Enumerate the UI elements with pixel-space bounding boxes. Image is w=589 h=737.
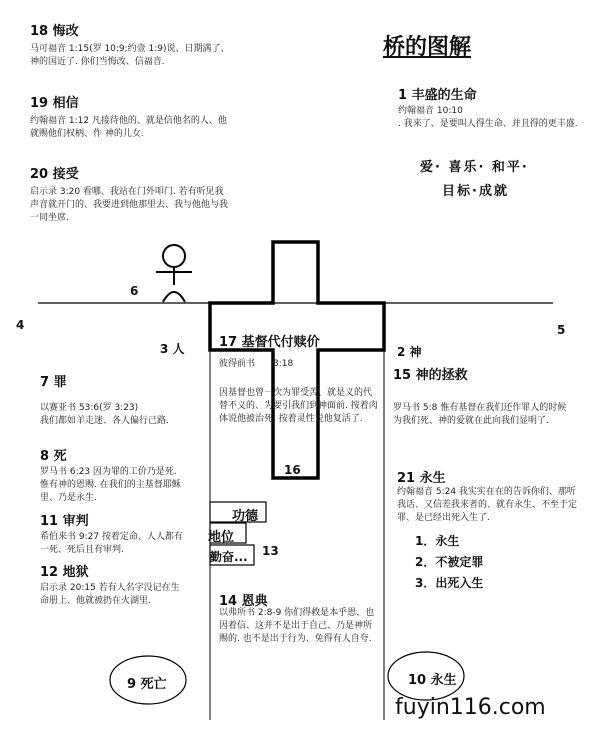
believe-text: 约翰福音 1:12 凡接待他的、就是信他名的人、他就赐他们权柄、作 神的儿女. [30, 116, 227, 139]
marker-6: 6 [130, 284, 139, 298]
benefit-1: 1．永生 [415, 534, 460, 548]
death-oval-label: 9 死亡 [127, 677, 167, 692]
marker-3-man: 3 人 [160, 342, 185, 356]
sin-text: 以赛亚书 53:6(罗 3:23) 我们都如羊走迷、各人偏行己路. [40, 403, 169, 426]
grace-heading: 14 恩典 [219, 594, 268, 609]
benefit-2: 2．不被定罪 [415, 555, 484, 569]
page-title: 桥的图解 [383, 35, 472, 60]
merit-label: 功德 [232, 509, 259, 524]
death-text: 罗马书 6:23 因为罪的工价乃是死. 惟有神的恩赐. 在我们的主基督耶稣里、乃是永生. [40, 467, 181, 503]
ransom-heading: 17 基督代付赎价 [219, 335, 320, 350]
marker-5: 5 [557, 323, 566, 337]
site-watermark: fuyin116.com [395, 695, 546, 720]
status-label: 地位 [208, 530, 235, 545]
sin-block [40, 371, 205, 428]
marker-16: 16 [284, 463, 301, 477]
judgment-text: 希伯来书 9:27 按着定命、人人都有一死、死后且有审判. [40, 532, 183, 555]
eternal-life-text: 约翰福音 5:24 我实实在在的告诉你们、那听我话、又信差我来者的、就有永生、不至于定罪、是已经出死入生了. [397, 487, 578, 523]
marker-13: 13 [262, 544, 279, 558]
repent-heading: 18 悔改 [30, 24, 79, 39]
death-block [40, 445, 185, 505]
abundant-life-text: 约翰福音 10:10 . 我来了、是要叫人得生命、并且得的更丰盛. [398, 106, 578, 129]
virtues-line1: 爱· 喜乐· 和平· [420, 160, 529, 175]
person-icon [156, 245, 192, 302]
ransom-ref: 彼得前书 3:18 [219, 359, 294, 369]
believe-heading: 19 相信 [30, 96, 79, 111]
judgment-block [40, 510, 185, 557]
receive-text: 启示录 3:20 看哪、我站在门外叩门. 若有听见我声音就开门的、我要进到他那里去、我与他他与我一同坐席. [30, 187, 229, 223]
salvation-heading: 15 神的拯救 [393, 368, 468, 383]
benefit-3: 3．出死入生 [415, 576, 484, 590]
receive-heading: 20 接受 [30, 167, 79, 182]
hell-block [40, 561, 185, 608]
marker-4: 4 [16, 318, 25, 332]
ransom-text: 因基督也曾一次为罪受苦、就是义的代替不义的、为要引我们到神面前. 按着肉体说他被治死. 按着灵性说他复活了. [219, 388, 378, 424]
hell-heading: 12 地狱 [40, 565, 89, 580]
judgment-heading: 11 审判 [40, 514, 89, 529]
salvation-text: 罗马书 5:8 惟有基督在我们还作罪人的时候为我们死、神的爱就在此向我们显明了. [393, 403, 567, 426]
marker-2-god: 2 神 [397, 345, 422, 359]
death-heading: 8 死 [40, 449, 67, 464]
life-oval-label: 10 永生 [408, 673, 457, 688]
diligence-label: 勤奋... [210, 550, 248, 564]
eternal-life-heading: 21 永生 [397, 471, 446, 486]
sin-heading: 7 罪 [40, 375, 67, 390]
repent-text: 马可福音 1:15(罗 10:9;约壹 1:9)说、日期满了、 神的国近了. 你们当悔改、信福音. [30, 44, 253, 67]
abundant-life-heading: 1 丰盛的生命 [398, 88, 477, 103]
grace-text: 以弗所书 2:8-9 你们得救是本乎恩、也因着信、这并不是出于自己、乃是神所赐的. 也不是出于行为、免得有人自夸. [219, 608, 375, 644]
hell-text: 启示录 20:15 若有人名字没记在生命册上、他就被扔在火湖里. [40, 583, 180, 606]
virtues-line2: 目标·成就 [442, 184, 509, 199]
